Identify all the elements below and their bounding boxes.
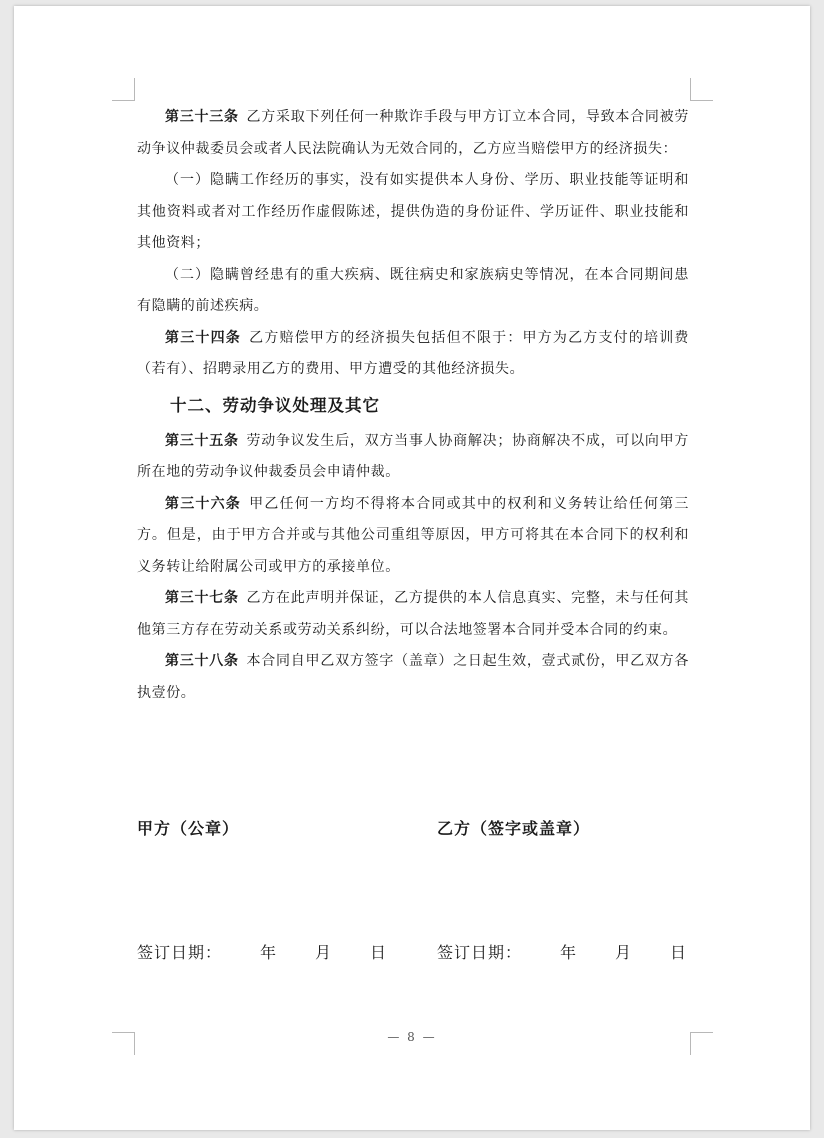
article-paragraph (137, 646, 689, 709)
year-label: 年 (260, 943, 278, 962)
month-label: 月 (315, 943, 333, 962)
list-item (137, 165, 689, 260)
page-number: — 8 — (387, 1030, 437, 1044)
day-label: 日 (370, 943, 388, 962)
paragraph-text: 劳动争议发生后，双方当事人协商解决；协商解决不成，可以向甲方所在地的劳动争议仲裁委员会申请仲裁。 (137, 432, 690, 480)
article-number: 第三十七条 (165, 590, 239, 606)
paragraph-text: 甲乙任何一方均不得将本合同或其中的权利和义务转让给任何第三方。但是，由于甲方合并或与其他公司重组等原因，甲方可将其在本合同下的权利和义务转让给附属公司或甲方的承接单位。 (137, 495, 690, 575)
article-paragraph (137, 583, 689, 646)
month-label: 月 (615, 943, 633, 962)
paragraph-text: 乙方在此声明并保证，乙方提供的本人信息真实、完整，未与任何其他第三方存在劳动关系或劳动关系纠纷，可以合法地签署本合同并受本合同的约束。 (137, 590, 690, 638)
document-page (14, 6, 810, 1130)
paragraph-text: （一）隐瞒工作经历的事实，没有如实提供本人身份、学历、职业技能等证明和其他资料或者对工作经历作虚假陈述，提供伪造的身份证件、学历证件、职业技能和其他资料； (137, 172, 689, 251)
section-heading: 十二、劳动争议处理及其它 (170, 395, 380, 415)
margin-mark-top-right (690, 78, 713, 101)
year-label: 年 (560, 943, 578, 962)
day-label: 日 (670, 943, 688, 962)
paragraph-text: （二）隐瞒曾经患有的重大疾病、既往病史和家族病史等情况，在本合同期间患有隐瞒的前述疾病。 (137, 266, 689, 314)
article-number: 第三十六条 (165, 495, 241, 512)
party-a-sign-date (137, 940, 387, 963)
paragraph-text: 乙方赔偿甲方的经济损失包括但不限于：甲方为乙方支付的培训费（若有）、招聘录用乙方的费用、甲方遭受的其他经济损失。 (137, 329, 690, 377)
paragraph-text: 乙方采取下列任何一种欺诈手段与甲方订立本合同，导致本合同被劳动争议仲裁委员会或者人民法院确认为无效合同的，乙方应当赔偿甲方的经济损失： (137, 109, 690, 157)
margin-mark-top-left (112, 78, 135, 101)
party-a-signature-label: 甲方（公章） (137, 819, 240, 838)
article-paragraph (137, 102, 689, 165)
paragraph-text: 本合同自甲乙双方签字（盖章）之日起生效，壹式贰份，甲乙双方各执壹份。 (137, 653, 690, 701)
party-b-sign-date (437, 940, 687, 963)
article-number: 第三十三条 (165, 109, 239, 125)
sign-date-label: 签订日期： (437, 943, 523, 962)
list-item (137, 260, 689, 323)
contract-body (137, 102, 689, 709)
article-paragraph (137, 426, 689, 489)
article-number: 第三十四条 (165, 329, 241, 346)
article-paragraph (137, 489, 689, 584)
article-number: 第三十五条 (165, 432, 239, 449)
article-number: 第三十八条 (165, 653, 239, 669)
article-paragraph (137, 323, 689, 386)
party-b-signature-label: 乙方（签字或盖章） (437, 819, 591, 838)
sign-date-label: 签订日期： (137, 943, 223, 962)
